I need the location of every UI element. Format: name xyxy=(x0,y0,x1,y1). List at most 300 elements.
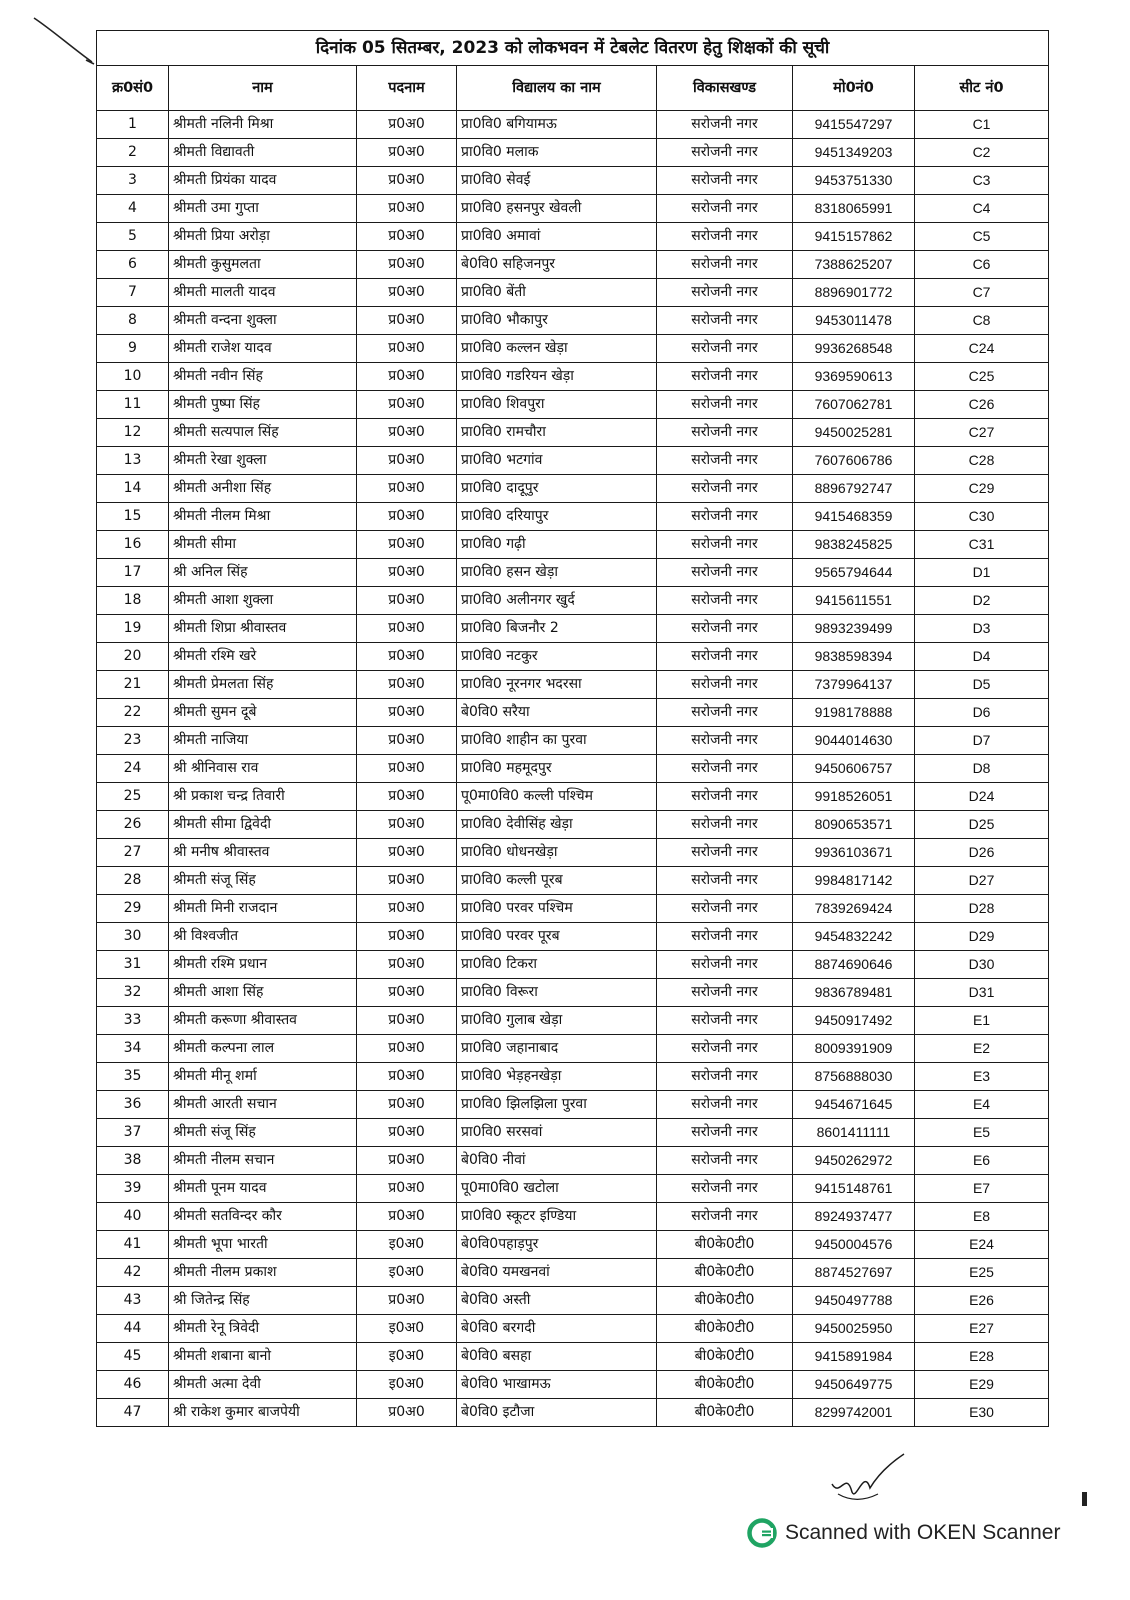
cell-block: सरोजनी नगर xyxy=(657,307,793,335)
cell-school: प्रा0वि0 जहानाबाद xyxy=(457,1035,657,1063)
cell-sno: 26 xyxy=(97,811,169,839)
margin-mark xyxy=(1082,1492,1087,1506)
cell-designation: प्र0अ0 xyxy=(357,111,457,139)
cell-seat: E24 xyxy=(915,1231,1049,1259)
cell-seat: C30 xyxy=(915,503,1049,531)
cell-name: श्रीमती नवीन सिंह xyxy=(169,363,357,391)
cell-mobile: 8874690646 xyxy=(793,951,915,979)
cell-school: प्रा0वि0 भौकापुर xyxy=(457,307,657,335)
cell-sno: 23 xyxy=(97,727,169,755)
cell-designation: प्र0अ0 xyxy=(357,1399,457,1427)
cell-seat: C24 xyxy=(915,335,1049,363)
cell-block: सरोजनी नगर xyxy=(657,699,793,727)
cell-name: श्रीमती आशा शुक्ला xyxy=(169,587,357,615)
cell-sno: 35 xyxy=(97,1063,169,1091)
cell-seat: C29 xyxy=(915,475,1049,503)
table-row xyxy=(97,335,1049,363)
cell-name: श्री जितेन्द्र सिंह xyxy=(169,1287,357,1315)
cell-sno: 28 xyxy=(97,867,169,895)
cell-school: बे0वि0 यमखनवां xyxy=(457,1259,657,1287)
cell-name: श्रीमती करूणा श्रीवास्तव xyxy=(169,1007,357,1035)
cell-seat: D4 xyxy=(915,643,1049,671)
title-row xyxy=(97,31,1049,66)
cell-block: सरोजनी नगर xyxy=(657,643,793,671)
cell-mobile: 9453011478 xyxy=(793,307,915,335)
cell-designation: इ0अ0 xyxy=(357,1315,457,1343)
cell-block: सरोजनी नगर xyxy=(657,1175,793,1203)
cell-school: बे0वि0 बरगदी xyxy=(457,1315,657,1343)
cell-name: श्री विश्वजीत xyxy=(169,923,357,951)
cell-designation: इ0अ0 xyxy=(357,1371,457,1399)
cell-name: श्रीमती सीमा xyxy=(169,531,357,559)
cell-mobile: 9450606757 xyxy=(793,755,915,783)
cell-designation: प्र0अ0 xyxy=(357,643,457,671)
cell-block: सरोजनी नगर xyxy=(657,391,793,419)
cell-name: श्रीमती कुसुमलता xyxy=(169,251,357,279)
cell-block: सरोजनी नगर xyxy=(657,223,793,251)
cell-sno: 24 xyxy=(97,755,169,783)
cell-mobile: 8874527697 xyxy=(793,1259,915,1287)
cell-designation: प्र0अ0 xyxy=(357,1035,457,1063)
cell-designation: प्र0अ0 xyxy=(357,1203,457,1231)
cell-mobile: 9415148761 xyxy=(793,1175,915,1203)
cell-name: श्रीमती नीलम सचान xyxy=(169,1147,357,1175)
cell-name: श्रीमती रश्मि खरे xyxy=(169,643,357,671)
table-row xyxy=(97,755,1049,783)
cell-sno: 9 xyxy=(97,335,169,363)
cell-designation: इ0अ0 xyxy=(357,1259,457,1287)
cell-school: बे0वि0 बसहा xyxy=(457,1343,657,1371)
cell-seat: D30 xyxy=(915,951,1049,979)
cell-seat: E3 xyxy=(915,1063,1049,1091)
cell-mobile: 9415891984 xyxy=(793,1343,915,1371)
table-row xyxy=(97,167,1049,195)
cell-name: श्रीमती आरती सचान xyxy=(169,1091,357,1119)
cell-block: सरोजनी नगर xyxy=(657,923,793,951)
cell-sno: 11 xyxy=(97,391,169,419)
cell-mobile: 8090653571 xyxy=(793,811,915,839)
cell-block: सरोजनी नगर xyxy=(657,1063,793,1091)
cell-name: श्रीमती नीलम मिश्रा xyxy=(169,503,357,531)
header-sno: क्र0सं0 xyxy=(97,66,169,111)
cell-designation: प्र0अ0 xyxy=(357,699,457,727)
table-row xyxy=(97,503,1049,531)
cell-mobile: 8756888030 xyxy=(793,1063,915,1091)
cell-school: प्रा0वि0 बिजनौर 2 xyxy=(457,615,657,643)
cell-mobile: 9450004576 xyxy=(793,1231,915,1259)
cell-name: श्रीमती नीलम प्रकाश xyxy=(169,1259,357,1287)
cell-mobile: 9893239499 xyxy=(793,615,915,643)
cell-sno: 13 xyxy=(97,447,169,475)
cell-sno: 12 xyxy=(97,419,169,447)
cell-mobile: 9451349203 xyxy=(793,139,915,167)
cell-mobile: 9450262972 xyxy=(793,1147,915,1175)
cell-mobile: 8299742001 xyxy=(793,1399,915,1427)
cell-designation: प्र0अ0 xyxy=(357,503,457,531)
cell-block: सरोजनी नगर xyxy=(657,475,793,503)
cell-name: श्रीमती सुमन दूबे xyxy=(169,699,357,727)
table-row xyxy=(97,1091,1049,1119)
table-row xyxy=(97,923,1049,951)
cell-name: श्रीमती प्रेमलता सिंह xyxy=(169,671,357,699)
cell-school: प्रा0वि0 नूरनगर भदरसा xyxy=(457,671,657,699)
cell-sno: 44 xyxy=(97,1315,169,1343)
cell-sno: 2 xyxy=(97,139,169,167)
cell-block: सरोजनी नगर xyxy=(657,951,793,979)
cell-mobile: 7379964137 xyxy=(793,671,915,699)
table-row xyxy=(97,951,1049,979)
cell-block: सरोजनी नगर xyxy=(657,895,793,923)
cell-designation: प्र0अ0 xyxy=(357,1175,457,1203)
cell-designation: प्र0अ0 xyxy=(357,195,457,223)
cell-school: बे0वि0 इटौजा xyxy=(457,1399,657,1427)
cell-school: बे0वि0 भाखामऊ xyxy=(457,1371,657,1399)
cell-school: बे0वि0 सरैया xyxy=(457,699,657,727)
cell-block: सरोजनी नगर xyxy=(657,979,793,1007)
table-row xyxy=(97,783,1049,811)
teacher-list-table xyxy=(96,30,1049,1427)
cell-school: पू0मा0वि0 कल्ली पश्चिम xyxy=(457,783,657,811)
cell-seat: C8 xyxy=(915,307,1049,335)
cell-seat: E26 xyxy=(915,1287,1049,1315)
cell-school: प्रा0वि0 मलाक xyxy=(457,139,657,167)
cell-sno: 7 xyxy=(97,279,169,307)
cell-sno: 8 xyxy=(97,307,169,335)
cell-school: प्रा0वि0 गुलाब खेड़ा xyxy=(457,1007,657,1035)
cell-name: श्रीमती सत्यपाल सिंह xyxy=(169,419,357,447)
cell-designation: प्र0अ0 xyxy=(357,559,457,587)
cell-mobile: 7607606786 xyxy=(793,447,915,475)
cell-sno: 6 xyxy=(97,251,169,279)
cell-school: प्रा0वि0 देवीसिंह खेड़ा xyxy=(457,811,657,839)
table-row xyxy=(97,643,1049,671)
cell-mobile: 9984817142 xyxy=(793,867,915,895)
cell-designation: प्र0अ0 xyxy=(357,783,457,811)
cell-seat: D25 xyxy=(915,811,1049,839)
cell-school: पू0मा0वि0 खटोला xyxy=(457,1175,657,1203)
table-row xyxy=(97,671,1049,699)
cell-name: श्रीमती रश्मि प्रधान xyxy=(169,951,357,979)
cell-block: बी0के0टी0 xyxy=(657,1399,793,1427)
cell-block: सरोजनी नगर xyxy=(657,783,793,811)
cell-block: बी0के0टी0 xyxy=(657,1287,793,1315)
cell-seat: E7 xyxy=(915,1175,1049,1203)
cell-sno: 39 xyxy=(97,1175,169,1203)
cell-block: बी0के0टी0 xyxy=(657,1371,793,1399)
header-school: विद्यालय का नाम xyxy=(457,66,657,111)
cell-block: सरोजनी नगर xyxy=(657,251,793,279)
cell-mobile: 9918526051 xyxy=(793,783,915,811)
cell-mobile: 9836789481 xyxy=(793,979,915,1007)
cell-school: प्रा0वि0 रामचौरा xyxy=(457,419,657,447)
cell-designation: प्र0अ0 xyxy=(357,223,457,251)
table-row xyxy=(97,363,1049,391)
cell-designation: प्र0अ0 xyxy=(357,251,457,279)
cell-sno: 5 xyxy=(97,223,169,251)
cell-seat: D6 xyxy=(915,699,1049,727)
cell-school: प्रा0वि0 झिलझिला पुरवा xyxy=(457,1091,657,1119)
cell-mobile: 9415547297 xyxy=(793,111,915,139)
cell-name: श्रीमती रेखा शुक्ला xyxy=(169,447,357,475)
cell-school: बे0वि0 सहिजनपुर xyxy=(457,251,657,279)
cell-block: सरोजनी नगर xyxy=(657,867,793,895)
cell-school: प्रा0वि0 हसनपुर खेवली xyxy=(457,195,657,223)
cell-designation: प्र0अ0 xyxy=(357,419,457,447)
header-designation: पदनाम xyxy=(357,66,457,111)
header-name: नाम xyxy=(169,66,357,111)
header-block: विकासखण्ड xyxy=(657,66,793,111)
cell-sno: 38 xyxy=(97,1147,169,1175)
cell-block: बी0के0टी0 xyxy=(657,1315,793,1343)
cell-sno: 4 xyxy=(97,195,169,223)
cell-designation: प्र0अ0 xyxy=(357,279,457,307)
cell-name: श्रीमती आशा सिंह xyxy=(169,979,357,1007)
cell-sno: 20 xyxy=(97,643,169,671)
cell-designation: प्र0अ0 xyxy=(357,1007,457,1035)
cell-mobile: 9198178888 xyxy=(793,699,915,727)
cell-mobile: 9450025281 xyxy=(793,419,915,447)
table-row xyxy=(97,895,1049,923)
cell-seat: D1 xyxy=(915,559,1049,587)
cell-seat: E28 xyxy=(915,1343,1049,1371)
cell-mobile: 8924937477 xyxy=(793,1203,915,1231)
cell-name: श्रीमती सतविन्दर कौर xyxy=(169,1203,357,1231)
cell-designation: प्र0अ0 xyxy=(357,1147,457,1175)
table-row xyxy=(97,1231,1049,1259)
cell-seat: C1 xyxy=(915,111,1049,139)
cell-seat: D3 xyxy=(915,615,1049,643)
cell-name: श्री मनीष श्रीवास्तव xyxy=(169,839,357,867)
cell-school: प्रा0वि0 सेवई xyxy=(457,167,657,195)
cell-name: श्रीमती अनीशा सिंह xyxy=(169,475,357,503)
cell-mobile: 7388625207 xyxy=(793,251,915,279)
cell-designation: प्र0अ0 xyxy=(357,727,457,755)
table-row xyxy=(97,1119,1049,1147)
cell-sno: 29 xyxy=(97,895,169,923)
cell-school: प्रा0वि0 टिकरा xyxy=(457,951,657,979)
cell-designation: प्र0अ0 xyxy=(357,335,457,363)
table-row xyxy=(97,1035,1049,1063)
table-row xyxy=(97,587,1049,615)
cell-designation: प्र0अ0 xyxy=(357,923,457,951)
cell-seat: D28 xyxy=(915,895,1049,923)
cell-block: सरोजनी नगर xyxy=(657,1091,793,1119)
cell-seat: D8 xyxy=(915,755,1049,783)
cell-block: सरोजनी नगर xyxy=(657,1035,793,1063)
table-row xyxy=(97,1007,1049,1035)
cell-sno: 3 xyxy=(97,167,169,195)
cell-seat: C2 xyxy=(915,139,1049,167)
cell-seat: C3 xyxy=(915,167,1049,195)
cell-designation: प्र0अ0 xyxy=(357,839,457,867)
cell-name: श्रीमती विद्यावती xyxy=(169,139,357,167)
cell-name: श्रीमती मालती यादव xyxy=(169,279,357,307)
cell-seat: E30 xyxy=(915,1399,1049,1427)
table-row xyxy=(97,1287,1049,1315)
cell-name: श्री अनिल सिंह xyxy=(169,559,357,587)
table-row xyxy=(97,867,1049,895)
cell-block: सरोजनी नगर xyxy=(657,1007,793,1035)
cell-seat: D2 xyxy=(915,587,1049,615)
cell-seat: D29 xyxy=(915,923,1049,951)
table-row xyxy=(97,727,1049,755)
cell-sno: 18 xyxy=(97,587,169,615)
cell-name: श्रीमती नलिनी मिश्रा xyxy=(169,111,357,139)
cell-mobile: 9838245825 xyxy=(793,531,915,559)
cell-mobile: 9450649775 xyxy=(793,1371,915,1399)
cell-designation: प्र0अ0 xyxy=(357,671,457,699)
cell-name: श्रीमती संजू सिंह xyxy=(169,867,357,895)
cell-school: प्रा0वि0 गढ़ी xyxy=(457,531,657,559)
cell-block: सरोजनी नगर xyxy=(657,139,793,167)
cell-block: सरोजनी नगर xyxy=(657,503,793,531)
cell-name: श्रीमती शिप्रा श्रीवास्तव xyxy=(169,615,357,643)
header-seat: सीट नं0 xyxy=(915,66,1049,111)
cell-designation: प्र0अ0 xyxy=(357,167,457,195)
scanner-watermark xyxy=(747,1518,1060,1548)
cell-school: बे0वि0 अस्ती xyxy=(457,1287,657,1315)
cell-name: श्रीमती पुष्पा सिंह xyxy=(169,391,357,419)
cell-name: श्री राकेश कुमार बाजपेयी xyxy=(169,1399,357,1427)
cell-mobile: 9838598394 xyxy=(793,643,915,671)
cell-mobile: 9450917492 xyxy=(793,1007,915,1035)
table-row xyxy=(97,419,1049,447)
cell-designation: प्र0अ0 xyxy=(357,755,457,783)
cell-mobile: 8896792747 xyxy=(793,475,915,503)
table-row xyxy=(97,195,1049,223)
cell-mobile: 9936268548 xyxy=(793,335,915,363)
cell-designation: प्र0अ0 xyxy=(357,1063,457,1091)
cell-sno: 19 xyxy=(97,615,169,643)
cell-block: सरोजनी नगर xyxy=(657,1119,793,1147)
table-row xyxy=(97,279,1049,307)
cell-school: प्रा0वि0 बगियामऊ xyxy=(457,111,657,139)
cell-block: सरोजनी नगर xyxy=(657,1203,793,1231)
cell-name: श्रीमती अत्मा देवी xyxy=(169,1371,357,1399)
table-row xyxy=(97,1147,1049,1175)
cell-mobile: 8896901772 xyxy=(793,279,915,307)
cell-designation: प्र0अ0 xyxy=(357,475,457,503)
table-row xyxy=(97,223,1049,251)
cell-block: सरोजनी नगर xyxy=(657,671,793,699)
table-row xyxy=(97,1343,1049,1371)
cell-school: प्रा0वि0 दादूपुर xyxy=(457,475,657,503)
cell-mobile: 9415157862 xyxy=(793,223,915,251)
cell-school: प्रा0वि0 स्कूटर इण्डिया xyxy=(457,1203,657,1231)
cell-school: प्रा0वि0 गडरियन खेड़ा xyxy=(457,363,657,391)
cell-name: श्रीमती राजेश यादव xyxy=(169,335,357,363)
cell-block: सरोजनी नगर xyxy=(657,727,793,755)
cell-seat: E4 xyxy=(915,1091,1049,1119)
cell-school: प्रा0वि0 विरूरा xyxy=(457,979,657,1007)
cell-name: श्रीमती प्रियंका यादव xyxy=(169,167,357,195)
cell-seat: C4 xyxy=(915,195,1049,223)
cell-mobile: 9044014630 xyxy=(793,727,915,755)
cell-sno: 36 xyxy=(97,1091,169,1119)
table-row xyxy=(97,811,1049,839)
cell-mobile: 9565794644 xyxy=(793,559,915,587)
cell-mobile: 9415611551 xyxy=(793,587,915,615)
cell-school: प्रा0वि0 परवर पश्चिम xyxy=(457,895,657,923)
cell-block: सरोजनी नगर xyxy=(657,559,793,587)
table-row xyxy=(97,139,1049,167)
cell-name: श्रीमती शबाना बानो xyxy=(169,1343,357,1371)
cell-name: श्रीमती भूपा भारती xyxy=(169,1231,357,1259)
cell-seat: D5 xyxy=(915,671,1049,699)
cell-school: प्रा0वि0 शाहीन का पुरवा xyxy=(457,727,657,755)
header-mobile: मो0नं0 xyxy=(793,66,915,111)
cell-sno: 10 xyxy=(97,363,169,391)
cell-name: श्री प्रकाश चन्द्र तिवारी xyxy=(169,783,357,811)
table-row xyxy=(97,531,1049,559)
cell-name: श्रीमती संजू सिंह xyxy=(169,1119,357,1147)
cell-sno: 41 xyxy=(97,1231,169,1259)
cell-school: प्रा0वि0 अलीनगर खुर्द xyxy=(457,587,657,615)
cell-designation: प्र0अ0 xyxy=(357,867,457,895)
cell-block: सरोजनी नगर xyxy=(657,755,793,783)
table-row xyxy=(97,251,1049,279)
table-row xyxy=(97,979,1049,1007)
cell-seat: C31 xyxy=(915,531,1049,559)
cell-sno: 31 xyxy=(97,951,169,979)
cell-block: बी0के0टी0 xyxy=(657,1259,793,1287)
cell-sno: 43 xyxy=(97,1287,169,1315)
cell-mobile: 9369590613 xyxy=(793,363,915,391)
cell-mobile: 7607062781 xyxy=(793,391,915,419)
cell-sno: 42 xyxy=(97,1259,169,1287)
cell-seat: D31 xyxy=(915,979,1049,1007)
cell-name: श्री श्रीनिवास राव xyxy=(169,755,357,783)
cell-sno: 17 xyxy=(97,559,169,587)
cell-block: बी0के0टी0 xyxy=(657,1343,793,1371)
cell-seat: D27 xyxy=(915,867,1049,895)
table-row xyxy=(97,447,1049,475)
cell-designation: प्र0अ0 xyxy=(357,587,457,615)
oken-scanner-logo-icon xyxy=(747,1518,777,1548)
cell-seat: C25 xyxy=(915,363,1049,391)
table-row xyxy=(97,1371,1049,1399)
cell-seat: E29 xyxy=(915,1371,1049,1399)
table-row xyxy=(97,111,1049,139)
cell-block: सरोजनी नगर xyxy=(657,1147,793,1175)
cell-mobile: 7839269424 xyxy=(793,895,915,923)
table-row xyxy=(97,839,1049,867)
cell-school: बे0वि0पहाड़पुर xyxy=(457,1231,657,1259)
cell-block: सरोजनी नगर xyxy=(657,111,793,139)
cell-designation: प्र0अ0 xyxy=(357,307,457,335)
cell-block: सरोजनी नगर xyxy=(657,335,793,363)
cell-block: सरोजनी नगर xyxy=(657,615,793,643)
cell-mobile: 9454832242 xyxy=(793,923,915,951)
cell-school: प्रा0वि0 बेंती xyxy=(457,279,657,307)
cell-name: श्रीमती नाजिया xyxy=(169,727,357,755)
table-row xyxy=(97,1175,1049,1203)
scanner-watermark-text: Scanned with OKEN Scanner xyxy=(785,1521,1061,1544)
cell-block: सरोजनी नगर xyxy=(657,195,793,223)
cell-school: प्रा0वि0 परवर पूरब xyxy=(457,923,657,951)
cell-designation: प्र0अ0 xyxy=(357,979,457,1007)
table-row xyxy=(97,1063,1049,1091)
cell-seat: D7 xyxy=(915,727,1049,755)
cell-seat: E27 xyxy=(915,1315,1049,1343)
cell-sno: 27 xyxy=(97,839,169,867)
cell-seat: D26 xyxy=(915,839,1049,867)
cell-sno: 25 xyxy=(97,783,169,811)
cell-mobile: 9936103671 xyxy=(793,839,915,867)
table-row xyxy=(97,1259,1049,1287)
cell-school: प्रा0वि0 भटगांव xyxy=(457,447,657,475)
cell-school: प्रा0वि0 कल्ली पूरब xyxy=(457,867,657,895)
